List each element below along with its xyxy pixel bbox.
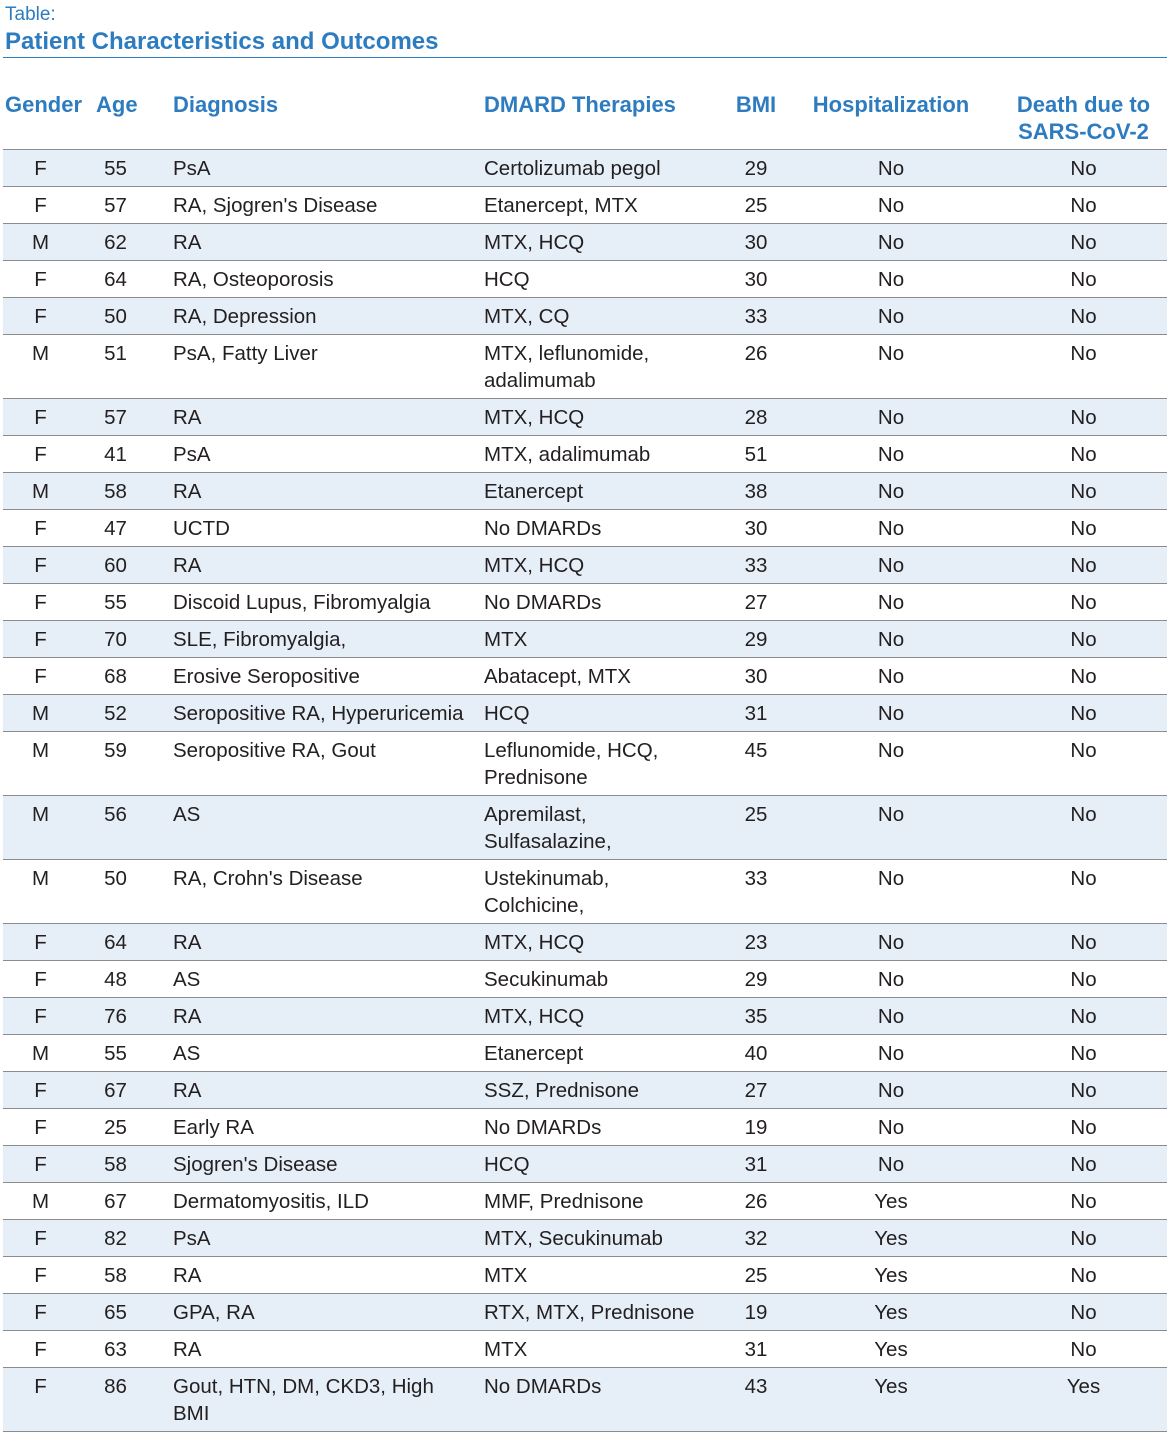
cell-dmard: MTX, HCQ bbox=[464, 998, 716, 1035]
cell-gender: F bbox=[3, 621, 78, 658]
cell-gender: F bbox=[3, 187, 78, 224]
cell-hospitalization: Yes bbox=[796, 1294, 986, 1331]
cell-death: No bbox=[986, 961, 1167, 998]
cell-bmi: 45 bbox=[716, 732, 796, 796]
table-row bbox=[3, 695, 1167, 732]
cell-dmard: Etanercept, MTX bbox=[464, 187, 716, 224]
cell-age: 25 bbox=[78, 1109, 153, 1146]
cell-bmi: 29 bbox=[716, 961, 796, 998]
cell-diagnosis: Erosive Seropositive bbox=[153, 658, 464, 695]
cell-death: No bbox=[986, 436, 1167, 473]
cell-dmard: MTX, HCQ bbox=[464, 547, 716, 584]
cell-bmi: 23 bbox=[716, 924, 796, 961]
cell-bmi: 43 bbox=[716, 1368, 796, 1432]
cell-diagnosis: RA bbox=[153, 924, 464, 961]
title-divider bbox=[3, 57, 1167, 58]
cell-dmard: MTX bbox=[464, 1331, 716, 1368]
cell-dmard: No DMARDs bbox=[464, 1109, 716, 1146]
cell-gender: F bbox=[3, 1331, 78, 1368]
cell-bmi: 33 bbox=[716, 547, 796, 584]
cell-age: 65 bbox=[78, 1294, 153, 1331]
cell-age: 58 bbox=[78, 473, 153, 510]
cell-gender: M bbox=[3, 695, 78, 732]
cell-bmi: 32 bbox=[716, 1220, 796, 1257]
cell-death: No bbox=[986, 1035, 1167, 1072]
cell-diagnosis: Discoid Lupus, Fibromyalgia bbox=[153, 584, 464, 621]
cell-death: No bbox=[986, 1183, 1167, 1220]
cell-hospitalization: No bbox=[796, 732, 986, 796]
cell-hospitalization: No bbox=[796, 399, 986, 436]
cell-death: Yes bbox=[986, 1368, 1167, 1432]
cell-diagnosis: Seropositive RA, Hyperuricemia bbox=[153, 695, 464, 732]
cell-bmi: 30 bbox=[716, 510, 796, 547]
cell-bmi: 40 bbox=[716, 1035, 796, 1072]
cell-hospitalization: No bbox=[796, 621, 986, 658]
cell-age: 51 bbox=[78, 335, 153, 399]
cell-gender: M bbox=[3, 335, 78, 399]
cell-bmi: 33 bbox=[716, 298, 796, 335]
cell-diagnosis: PsA bbox=[153, 1220, 464, 1257]
cell-gender: F bbox=[3, 658, 78, 695]
cell-dmard: MTX bbox=[464, 1257, 716, 1294]
cell-hospitalization: No bbox=[796, 961, 986, 998]
cell-dmard: Leflunomide, HCQ, Prednisone bbox=[464, 732, 716, 796]
cell-dmard: No DMARDs bbox=[464, 510, 716, 547]
cell-age: 48 bbox=[78, 961, 153, 998]
cell-bmi: 25 bbox=[716, 187, 796, 224]
cell-gender: M bbox=[3, 796, 78, 860]
table-row bbox=[3, 998, 1167, 1035]
table-row bbox=[3, 1257, 1167, 1294]
cell-dmard: MTX, HCQ bbox=[464, 224, 716, 261]
cell-bmi: 38 bbox=[716, 473, 796, 510]
cell-bmi: 25 bbox=[716, 796, 796, 860]
cell-death: No bbox=[986, 224, 1167, 261]
table-row bbox=[3, 621, 1167, 658]
cell-age: 62 bbox=[78, 224, 153, 261]
cell-age: 41 bbox=[78, 436, 153, 473]
cell-diagnosis: Seropositive RA, Gout bbox=[153, 732, 464, 796]
table-row bbox=[3, 298, 1167, 335]
table-row bbox=[3, 473, 1167, 510]
cell-diagnosis: PsA bbox=[153, 436, 464, 473]
table-row bbox=[3, 436, 1167, 473]
cell-death: No bbox=[986, 796, 1167, 860]
cell-hospitalization: Yes bbox=[796, 1368, 986, 1432]
cell-dmard: MTX, CQ bbox=[464, 298, 716, 335]
cell-dmard: Certolizumab pegol bbox=[464, 150, 716, 187]
cell-dmard: MTX, HCQ bbox=[464, 399, 716, 436]
cell-gender: F bbox=[3, 547, 78, 584]
cell-bmi: 25 bbox=[716, 1257, 796, 1294]
cell-death: No bbox=[986, 1220, 1167, 1257]
cell-gender: F bbox=[3, 961, 78, 998]
table-row bbox=[3, 510, 1167, 547]
cell-diagnosis: AS bbox=[153, 796, 464, 860]
cell-age: 60 bbox=[78, 547, 153, 584]
cell-hospitalization: No bbox=[796, 187, 986, 224]
cell-gender: M bbox=[3, 224, 78, 261]
table-row bbox=[3, 1072, 1167, 1109]
header-hospitalization: Hospitalization bbox=[796, 86, 986, 150]
cell-death: No bbox=[986, 658, 1167, 695]
cell-bmi: 31 bbox=[716, 1331, 796, 1368]
cell-gender: M bbox=[3, 732, 78, 796]
table-row bbox=[3, 335, 1167, 399]
cell-hospitalization: No bbox=[796, 860, 986, 924]
table-header-row bbox=[3, 86, 1167, 150]
cell-bmi: 29 bbox=[716, 621, 796, 658]
cell-death: No bbox=[986, 695, 1167, 732]
cell-death: No bbox=[986, 187, 1167, 224]
cell-hospitalization: No bbox=[796, 224, 986, 261]
cell-bmi: 27 bbox=[716, 584, 796, 621]
cell-gender: F bbox=[3, 1257, 78, 1294]
table-row bbox=[3, 796, 1167, 860]
cell-death: No bbox=[986, 261, 1167, 298]
header-gender: Gender bbox=[3, 86, 78, 150]
cell-gender: F bbox=[3, 399, 78, 436]
cell-diagnosis: RA bbox=[153, 399, 464, 436]
table-row bbox=[3, 860, 1167, 924]
cell-diagnosis: AS bbox=[153, 1035, 464, 1072]
cell-dmard: Abatacept, MTX bbox=[464, 658, 716, 695]
cell-death: No bbox=[986, 510, 1167, 547]
cell-bmi: 30 bbox=[716, 261, 796, 298]
cell-dmard: MTX bbox=[464, 621, 716, 658]
cell-gender: F bbox=[3, 261, 78, 298]
cell-age: 82 bbox=[78, 1220, 153, 1257]
cell-bmi: 26 bbox=[716, 335, 796, 399]
cell-diagnosis: Gout, HTN, DM, CKD3, High BMI bbox=[153, 1368, 464, 1432]
cell-bmi: 19 bbox=[716, 1294, 796, 1331]
cell-age: 64 bbox=[78, 924, 153, 961]
cell-dmard: HCQ bbox=[464, 1146, 716, 1183]
header-bmi: BMI bbox=[716, 86, 796, 150]
cell-death: No bbox=[986, 1072, 1167, 1109]
cell-bmi: 29 bbox=[716, 150, 796, 187]
cell-dmard: MMF, Prednisone bbox=[464, 1183, 716, 1220]
cell-death: No bbox=[986, 1109, 1167, 1146]
cell-dmard: Ustekinumab, Colchicine, bbox=[464, 860, 716, 924]
cell-age: 57 bbox=[78, 399, 153, 436]
cell-diagnosis: PsA bbox=[153, 150, 464, 187]
cell-hospitalization: No bbox=[796, 796, 986, 860]
cell-dmard: MTX, HCQ bbox=[464, 924, 716, 961]
cell-hospitalization: No bbox=[796, 335, 986, 399]
cell-hospitalization: Yes bbox=[796, 1331, 986, 1368]
cell-gender: F bbox=[3, 1109, 78, 1146]
cell-gender: M bbox=[3, 860, 78, 924]
cell-dmard: MTX, leflunomide, adalimumab bbox=[464, 335, 716, 399]
cell-hospitalization: Yes bbox=[796, 1257, 986, 1294]
table-row bbox=[3, 399, 1167, 436]
cell-hospitalization: No bbox=[796, 473, 986, 510]
table-row bbox=[3, 1109, 1167, 1146]
cell-age: 55 bbox=[78, 150, 153, 187]
cell-hospitalization: Yes bbox=[796, 1220, 986, 1257]
cell-gender: M bbox=[3, 1183, 78, 1220]
cell-age: 59 bbox=[78, 732, 153, 796]
header-death: Death due to SARS-CoV-2 bbox=[986, 86, 1167, 150]
cell-hospitalization: No bbox=[796, 547, 986, 584]
cell-dmard: SSZ, Prednisone bbox=[464, 1072, 716, 1109]
cell-diagnosis: Early RA bbox=[153, 1109, 464, 1146]
cell-death: No bbox=[986, 924, 1167, 961]
table-row bbox=[3, 1220, 1167, 1257]
cell-hospitalization: No bbox=[796, 695, 986, 732]
table-row bbox=[3, 732, 1167, 796]
table-row bbox=[3, 1331, 1167, 1368]
cell-dmard: HCQ bbox=[464, 695, 716, 732]
cell-age: 76 bbox=[78, 998, 153, 1035]
cell-bmi: 33 bbox=[716, 860, 796, 924]
cell-age: 55 bbox=[78, 1035, 153, 1072]
cell-gender: F bbox=[3, 510, 78, 547]
cell-age: 70 bbox=[78, 621, 153, 658]
cell-diagnosis: Dermatomyositis, ILD bbox=[153, 1183, 464, 1220]
cell-bmi: 31 bbox=[716, 1146, 796, 1183]
table-row bbox=[3, 1183, 1167, 1220]
cell-age: 67 bbox=[78, 1183, 153, 1220]
table-row bbox=[3, 547, 1167, 584]
cell-death: No bbox=[986, 1146, 1167, 1183]
cell-age: 52 bbox=[78, 695, 153, 732]
patient-table bbox=[3, 86, 1167, 1432]
cell-age: 55 bbox=[78, 584, 153, 621]
cell-dmard: Etanercept bbox=[464, 1035, 716, 1072]
table-row bbox=[3, 924, 1167, 961]
cell-hospitalization: No bbox=[796, 1072, 986, 1109]
cell-diagnosis: RA, Crohn's Disease bbox=[153, 860, 464, 924]
table-row bbox=[3, 1294, 1167, 1331]
cell-hospitalization: No bbox=[796, 436, 986, 473]
cell-dmard: Apremilast, Sulfasalazine, bbox=[464, 796, 716, 860]
cell-age: 56 bbox=[78, 796, 153, 860]
cell-diagnosis: RA bbox=[153, 547, 464, 584]
cell-diagnosis: GPA, RA bbox=[153, 1294, 464, 1331]
cell-dmard: HCQ bbox=[464, 261, 716, 298]
cell-gender: F bbox=[3, 1368, 78, 1432]
cell-hospitalization: No bbox=[796, 150, 986, 187]
header-age: Age bbox=[78, 86, 153, 150]
cell-death: No bbox=[986, 150, 1167, 187]
cell-gender: F bbox=[3, 298, 78, 335]
cell-dmard: No DMARDs bbox=[464, 1368, 716, 1432]
cell-bmi: 26 bbox=[716, 1183, 796, 1220]
cell-age: 57 bbox=[78, 187, 153, 224]
cell-hospitalization: No bbox=[796, 298, 986, 335]
table-row bbox=[3, 1035, 1167, 1072]
table-row bbox=[3, 150, 1167, 187]
cell-age: 68 bbox=[78, 658, 153, 695]
cell-death: No bbox=[986, 584, 1167, 621]
table-row bbox=[3, 224, 1167, 261]
cell-diagnosis: RA bbox=[153, 998, 464, 1035]
cell-age: 58 bbox=[78, 1257, 153, 1294]
cell-hospitalization: No bbox=[796, 261, 986, 298]
cell-hospitalization: No bbox=[796, 1146, 986, 1183]
cell-gender: F bbox=[3, 1072, 78, 1109]
table-body bbox=[3, 150, 1167, 1432]
cell-death: No bbox=[986, 335, 1167, 399]
table-row bbox=[3, 1146, 1167, 1183]
cell-bmi: 19 bbox=[716, 1109, 796, 1146]
cell-diagnosis: RA bbox=[153, 473, 464, 510]
cell-age: 58 bbox=[78, 1146, 153, 1183]
cell-gender: M bbox=[3, 473, 78, 510]
cell-hospitalization: No bbox=[796, 584, 986, 621]
table-row bbox=[3, 658, 1167, 695]
cell-diagnosis: RA bbox=[153, 1072, 464, 1109]
cell-diagnosis: RA bbox=[153, 1331, 464, 1368]
cell-death: No bbox=[986, 399, 1167, 436]
cell-gender: F bbox=[3, 1146, 78, 1183]
cell-death: No bbox=[986, 621, 1167, 658]
cell-age: 50 bbox=[78, 860, 153, 924]
cell-age: 67 bbox=[78, 1072, 153, 1109]
table-row bbox=[3, 187, 1167, 224]
cell-death: No bbox=[986, 298, 1167, 335]
cell-bmi: 30 bbox=[716, 224, 796, 261]
cell-age: 64 bbox=[78, 261, 153, 298]
cell-death: No bbox=[986, 1257, 1167, 1294]
cell-dmard: No DMARDs bbox=[464, 584, 716, 621]
table-title: Patient Characteristics and Outcomes bbox=[5, 28, 439, 55]
cell-diagnosis: RA bbox=[153, 224, 464, 261]
table-caption-label: Table: bbox=[5, 4, 56, 25]
cell-diagnosis: AS bbox=[153, 961, 464, 998]
cell-gender: F bbox=[3, 1220, 78, 1257]
cell-diagnosis: RA, Depression bbox=[153, 298, 464, 335]
cell-age: 50 bbox=[78, 298, 153, 335]
cell-death: No bbox=[986, 732, 1167, 796]
table-row bbox=[3, 1368, 1167, 1432]
cell-dmard: Etanercept bbox=[464, 473, 716, 510]
cell-hospitalization: No bbox=[796, 924, 986, 961]
cell-bmi: 35 bbox=[716, 998, 796, 1035]
cell-bmi: 27 bbox=[716, 1072, 796, 1109]
cell-hospitalization: No bbox=[796, 1109, 986, 1146]
header-diagnosis: Diagnosis bbox=[153, 86, 464, 150]
header-dmard: DMARD Therapies bbox=[464, 86, 716, 150]
cell-dmard: RTX, MTX, Prednisone bbox=[464, 1294, 716, 1331]
cell-bmi: 51 bbox=[716, 436, 796, 473]
table-row bbox=[3, 584, 1167, 621]
cell-bmi: 28 bbox=[716, 399, 796, 436]
cell-death: No bbox=[986, 1331, 1167, 1368]
cell-age: 47 bbox=[78, 510, 153, 547]
cell-hospitalization: Yes bbox=[796, 1183, 986, 1220]
cell-age: 63 bbox=[78, 1331, 153, 1368]
cell-diagnosis: SLE, Fibromyalgia, bbox=[153, 621, 464, 658]
cell-hospitalization: No bbox=[796, 998, 986, 1035]
cell-death: No bbox=[986, 473, 1167, 510]
cell-death: No bbox=[986, 860, 1167, 924]
cell-hospitalization: No bbox=[796, 510, 986, 547]
cell-bmi: 30 bbox=[716, 658, 796, 695]
cell-death: No bbox=[986, 1294, 1167, 1331]
cell-gender: M bbox=[3, 1035, 78, 1072]
cell-diagnosis: Sjogren's Disease bbox=[153, 1146, 464, 1183]
cell-gender: F bbox=[3, 924, 78, 961]
cell-gender: F bbox=[3, 1294, 78, 1331]
cell-diagnosis: RA, Osteoporosis bbox=[153, 261, 464, 298]
cell-gender: F bbox=[3, 150, 78, 187]
cell-gender: F bbox=[3, 998, 78, 1035]
cell-diagnosis: RA, Sjogren's Disease bbox=[153, 187, 464, 224]
table-row bbox=[3, 261, 1167, 298]
cell-bmi: 31 bbox=[716, 695, 796, 732]
cell-death: No bbox=[986, 547, 1167, 584]
cell-age: 86 bbox=[78, 1368, 153, 1432]
cell-dmard: MTX, adalimumab bbox=[464, 436, 716, 473]
cell-death: No bbox=[986, 998, 1167, 1035]
cell-dmard: MTX, Secukinumab bbox=[464, 1220, 716, 1257]
cell-diagnosis: UCTD bbox=[153, 510, 464, 547]
table-row bbox=[3, 961, 1167, 998]
cell-diagnosis: PsA, Fatty Liver bbox=[153, 335, 464, 399]
cell-dmard: Secukinumab bbox=[464, 961, 716, 998]
cell-gender: F bbox=[3, 584, 78, 621]
cell-diagnosis: RA bbox=[153, 1257, 464, 1294]
cell-gender: F bbox=[3, 436, 78, 473]
cell-hospitalization: No bbox=[796, 658, 986, 695]
cell-hospitalization: No bbox=[796, 1035, 986, 1072]
